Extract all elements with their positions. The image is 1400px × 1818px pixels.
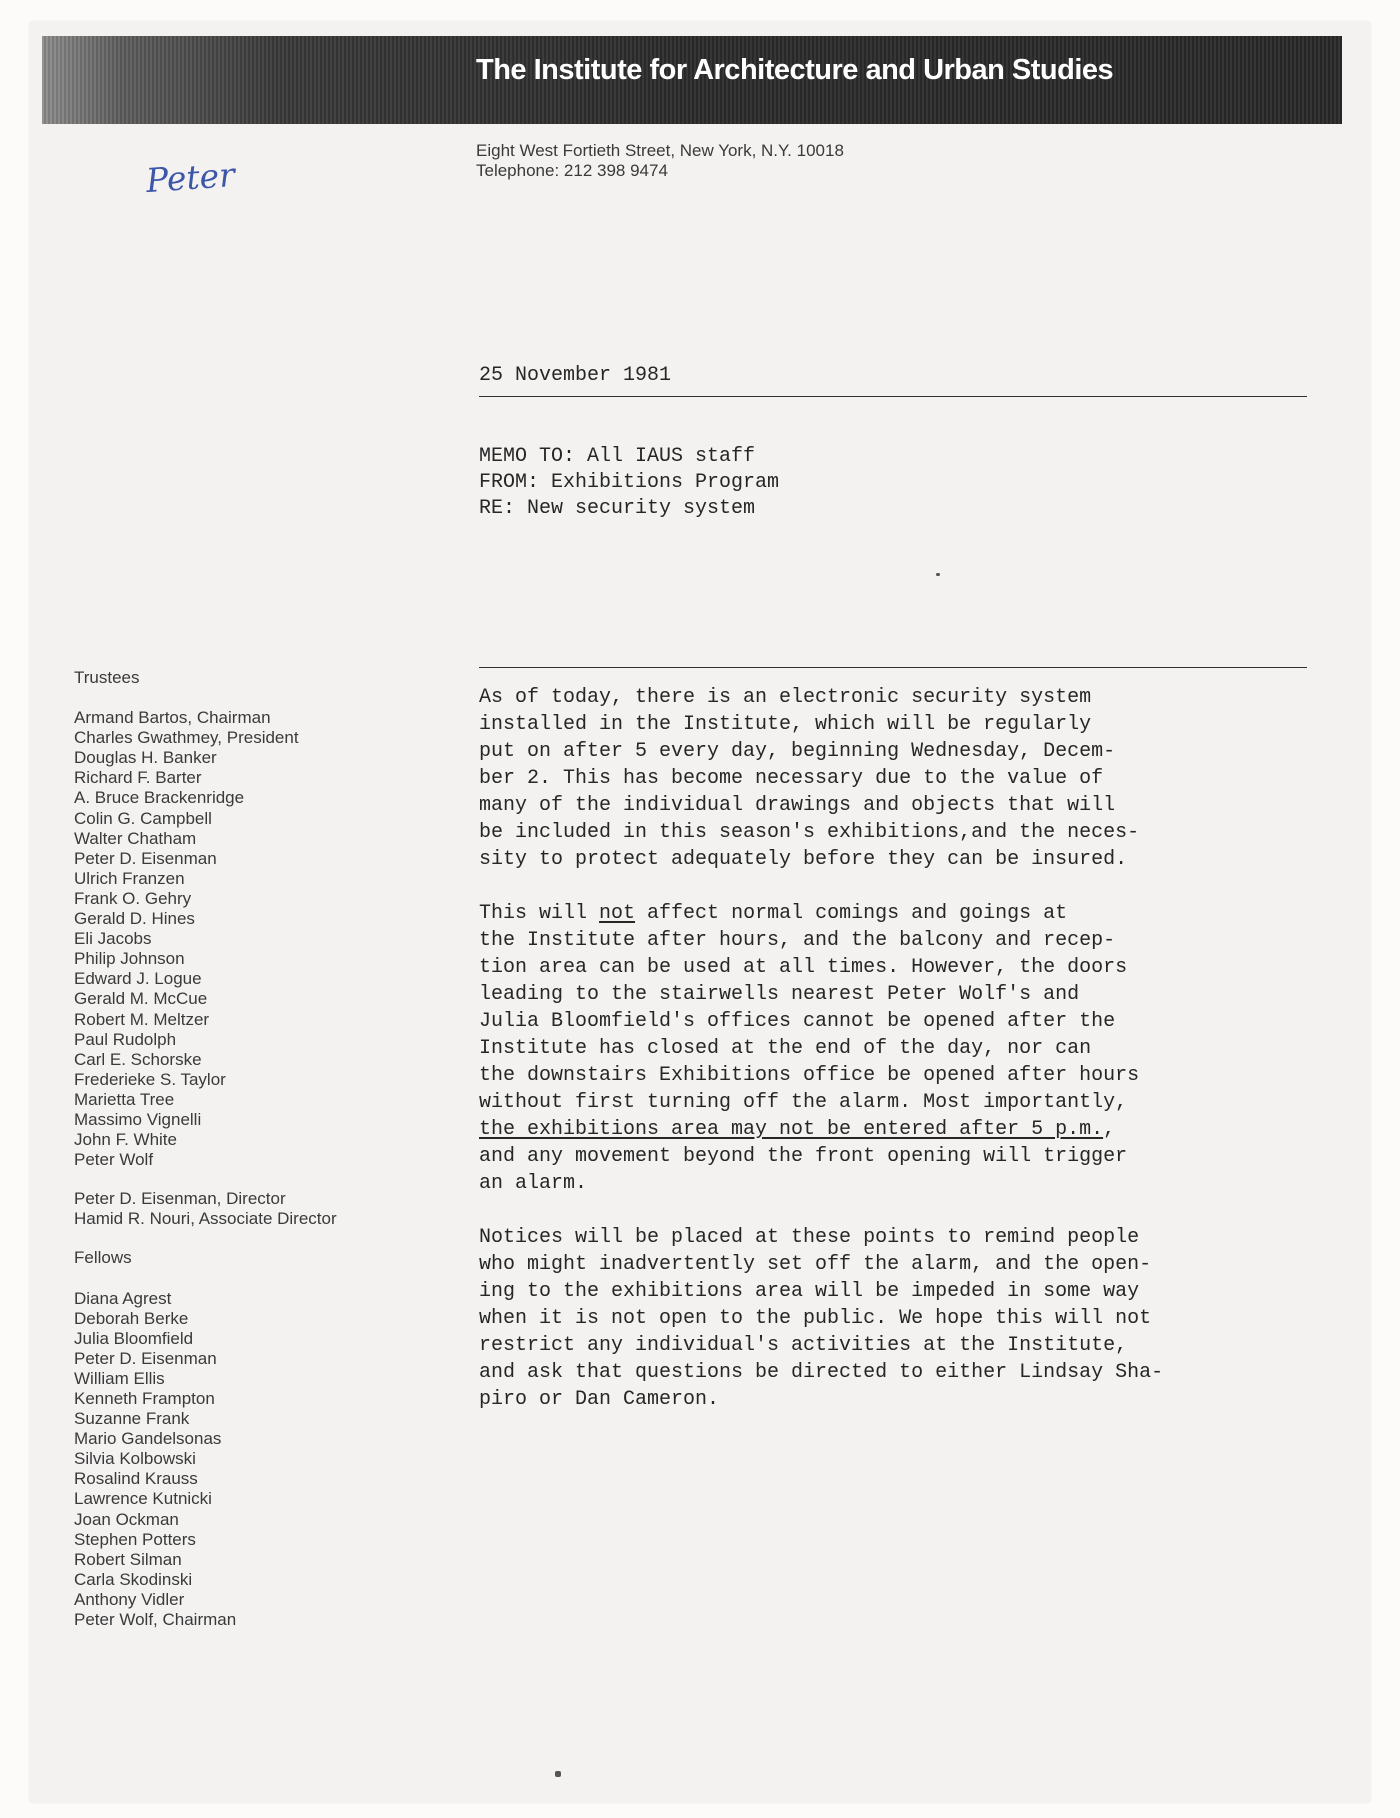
- trustee-name: Philip Johnson: [74, 949, 185, 969]
- memo-line: when it is not open to the public. We hope this will not: [479, 1307, 1152, 1330]
- fellow-name: Peter D. Eisenman: [74, 1348, 217, 1368]
- fellow-name: Peter Wolf, Chairman: [74, 1610, 237, 1630]
- trustee-name: Frank O. Gehry: [74, 888, 192, 908]
- memo-header: [479, 444, 779, 522]
- trustee-name: Marietta Tree: [74, 1089, 175, 1109]
- handwritten-note: Peter: [144, 154, 237, 201]
- fellow-name: Suzanne Frank: [74, 1409, 190, 1429]
- memo-line: who might inadvertently set off the alarm, and the open-: [479, 1253, 1152, 1276]
- trustee-name: Charles Gwathmey, President: [74, 728, 299, 748]
- memo-line: This will not affect normal comings and goings at: [479, 902, 1068, 925]
- fellow-name: Stephen Potters: [74, 1529, 196, 1549]
- sidebar-roster: [74, 668, 337, 1630]
- trustee-name: Robert M. Meltzer: [74, 1009, 210, 1029]
- divider-line: [479, 396, 1307, 397]
- fellow-name: Joan Ockman: [74, 1509, 179, 1529]
- fellow-name: William Ellis: [74, 1368, 165, 1388]
- memo-line: tion area can be used at all times. However, the doors: [479, 956, 1128, 979]
- memo-line: sity to protect adequately before they can be insured.: [479, 848, 1128, 871]
- trustee-name: Richard F. Barter: [74, 768, 202, 788]
- fellow-name: Anthony Vidler: [74, 1589, 185, 1609]
- trustee-name: John F. White: [74, 1130, 177, 1150]
- address-line: Eight West Fortieth Street, New York, N.Y. 10018: [476, 141, 844, 160]
- memo-line: put on after 5 every day, beginning Wednesday, Decem-: [479, 740, 1116, 763]
- memo-line: Institute has closed at the end of the day, nor can: [479, 1037, 1092, 1060]
- memo-paragraph: [479, 684, 1163, 873]
- letterhead-address: [476, 141, 844, 181]
- memo-line: installed in the Institute, which will be regularly: [479, 713, 1092, 736]
- memo-to-line: MEMO TO: All IAUS staff: [479, 445, 756, 468]
- trustee-name: Colin G. Campbell: [74, 808, 212, 828]
- trustee-name: Eli Jacobs: [74, 929, 152, 949]
- trustee-name: Ulrich Franzen: [74, 868, 185, 888]
- memo-line: without first turning off the alarm. Most importantly,: [479, 1091, 1128, 1114]
- memo-line: an alarm.: [479, 1172, 588, 1195]
- emphasis-no-entry: the exhibitions area may not be entered after 5 p.m.: [479, 1118, 1104, 1141]
- trustee-name: Paul Rudolph: [74, 1029, 177, 1049]
- institute-name: The Institute for Architecture and Urban Studies: [476, 54, 1114, 86]
- fellows-list: [74, 1289, 337, 1631]
- fellow-name: Carla Skodinski: [74, 1569, 193, 1589]
- emphasis-not: not: [599, 902, 636, 925]
- memo-date: 25 November 1981: [479, 364, 672, 387]
- fellow-name: Kenneth Frampton: [74, 1389, 215, 1408]
- memo-line: piro or Dan Cameron.: [479, 1388, 720, 1411]
- director-name: Peter D. Eisenman, Director: [74, 1189, 286, 1209]
- fellow-name: Julia Bloomfield: [74, 1328, 194, 1348]
- fellow-name: Robert Silman: [74, 1549, 182, 1569]
- trustee-name: Edward J. Logue: [74, 969, 202, 989]
- memo-line: and ask that questions be directed to either Lindsay Sha-: [479, 1361, 1164, 1384]
- divider-line: [479, 667, 1307, 668]
- trustee-name: Gerald M. McCue: [74, 989, 208, 1009]
- memo-line: Notices will be placed at these points to remind people: [479, 1226, 1140, 1249]
- trustees-list: [74, 708, 337, 1170]
- letterhead-banner: [42, 36, 1342, 124]
- memo-from-line: FROM: Exhibitions Program: [479, 471, 780, 494]
- memo-body: [479, 684, 1163, 1440]
- memo-line: many of the individual drawings and objects that will: [479, 794, 1116, 817]
- trustees-heading: Trustees: [74, 668, 140, 687]
- memo-line: the Institute after hours, and the balcony and recep-: [479, 929, 1116, 952]
- fellow-name: Silvia Kolbowski: [74, 1449, 196, 1469]
- memo-line: and any movement beyond the front opening will trigger: [479, 1145, 1128, 1168]
- director-name: Hamid R. Nouri, Associate Director: [74, 1209, 337, 1229]
- memo-line: ber 2. This has become necessary due to the value of: [479, 767, 1104, 790]
- trustee-name: Walter Chatham: [74, 828, 197, 848]
- memo-line: restrict any individual's activities at the Institute,: [479, 1334, 1128, 1357]
- directors-list: [74, 1189, 337, 1229]
- memo-line: be included in this season's exhibitions,and the neces-: [479, 821, 1140, 844]
- memo-paragraph: [479, 1224, 1163, 1413]
- fellow-name: Rosalind Krauss: [74, 1469, 198, 1489]
- paper-speck: [555, 1771, 561, 1777]
- trustee-name: Peter D. Eisenman: [74, 848, 217, 868]
- trustee-name: Armand Bartos, Chairman: [74, 708, 271, 728]
- memo-line: leading to the stairwells nearest Peter Wolf's and: [479, 983, 1080, 1006]
- memo-line: the exhibitions area may not be entered after 5 p.m.,: [479, 1118, 1116, 1141]
- fellow-name: Deborah Berke: [74, 1308, 189, 1328]
- trustee-name: Massimo Vignelli: [74, 1109, 202, 1129]
- trustee-name: Carl E. Schorske: [74, 1049, 202, 1069]
- memo-line: the downstairs Exhibitions office be opened after hours: [479, 1064, 1140, 1087]
- trustee-name: Frederieke S. Taylor: [74, 1069, 226, 1089]
- memo-line: ing to the exhibitions area will be impeded in some way: [479, 1280, 1140, 1303]
- memo-line: As of today, there is an electronic security system: [479, 686, 1092, 709]
- fellow-name: Lawrence Kutnicki: [74, 1489, 212, 1509]
- memo-re-line: RE: New security system: [479, 497, 756, 520]
- trustee-name: Gerald D. Hines: [74, 909, 195, 929]
- trustee-name: A. Bruce Brackenridge: [74, 788, 245, 808]
- fellow-name: Mario Gandelsonas: [74, 1429, 222, 1449]
- fellow-name: Diana Agrest: [74, 1288, 172, 1308]
- trustee-name: Peter Wolf: [74, 1150, 154, 1170]
- telephone-line: Telephone: 212 398 9474: [476, 161, 668, 180]
- memo-paragraph: [479, 900, 1163, 1197]
- paper-speck: [936, 573, 940, 576]
- memo-line: Julia Bloomfield's offices cannot be opened after the: [479, 1010, 1116, 1033]
- trustee-name: Douglas H. Banker: [74, 748, 217, 768]
- fellows-heading: Fellows: [74, 1248, 132, 1268]
